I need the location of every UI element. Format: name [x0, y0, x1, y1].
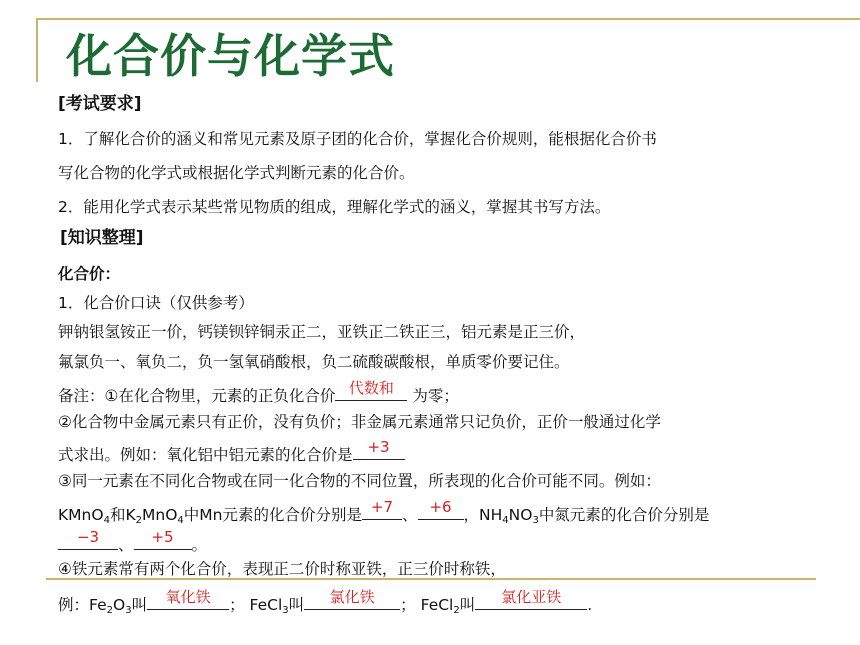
example-prefix: 例：	[58, 596, 90, 614]
note-2-blank	[353, 438, 405, 460]
fecl2-blank	[475, 588, 587, 610]
example-line	[58, 588, 593, 616]
note-1-suffix: 为零；	[407, 387, 459, 405]
period: 。	[191, 536, 208, 554]
note-3-line-2	[58, 498, 710, 526]
note-2-prefix: 式求出。例如：氧化铝中铝元素的化合价是	[58, 446, 353, 464]
slide-title: 化合价与化学式	[66, 29, 395, 83]
n-answer-2: +5	[151, 528, 174, 546]
kmno4-formula: KMnO$_4$	[58, 506, 110, 526]
exam-item-2: 2．能用化学式表示某些常见物质的组成，理解化学式的涵义，掌握其书写方法。	[58, 198, 611, 216]
exam-item-1-line-2: 写化合物的化学式或根据化学式判断元素的化合价。	[58, 164, 415, 182]
fe2o3-answer: 氧化铁	[165, 588, 211, 606]
semicolon: ；	[400, 596, 416, 614]
jiao-text: 叫	[131, 596, 148, 614]
bottom-divider-line	[46, 578, 816, 580]
note-2-line-2	[58, 438, 405, 465]
note-3-line-3	[58, 528, 208, 555]
note-1-answer: 代数和	[348, 379, 394, 397]
mn-blank-1	[362, 498, 402, 520]
nh4no3-formula: $NH_4NO_3$	[479, 506, 539, 526]
fecl3-answer: 氯化铁	[329, 588, 375, 606]
fecl3-formula: FeCl$_3$	[249, 596, 289, 616]
mn-answer-1: +7	[370, 498, 394, 516]
fe2o3-blank	[147, 588, 229, 610]
exam-item-1-line-1: 1．了解化合价的涵义和常见元素及原子团的化合价，掌握化合价规则，能根据化合价书	[58, 130, 657, 148]
mn-answer-2: +6	[429, 498, 452, 516]
mn-valence-text: 中Mn元素的化合价分别是	[183, 506, 362, 524]
rhyme-line-1: 钾钠银氢铵正一价，钙镁钡锌铜汞正二，亚铁正二铁正三，铝元素是正三价，	[58, 323, 586, 341]
semicolon: ；	[229, 596, 245, 614]
note-1	[58, 379, 459, 406]
note-2-answer: +3	[367, 438, 390, 456]
n-valence-text: 中氮元素的化合价分别是	[538, 506, 710, 524]
period: .	[587, 596, 593, 614]
rhyme-line-2: 氟氯负一、氧负二，负一氢氧硝酸根，负二硫酸碳酸根，单质零价要记住。	[58, 353, 570, 371]
fecl3-blank	[304, 588, 400, 610]
rhyme-title: 1．化合价口诀（仅供参考）	[58, 294, 254, 312]
mn-blank-2	[418, 498, 464, 520]
jiao-text: 叫	[288, 596, 305, 614]
knowledge-heading: [知识整理]	[60, 228, 144, 248]
n-answer-1: −3	[76, 528, 100, 546]
jiao-text: 叫	[459, 596, 476, 614]
note-1-blank	[335, 379, 407, 401]
fecl2-formula: FeCl$_2$	[420, 596, 460, 616]
comma: ，	[463, 506, 480, 524]
k2mno4-formula: $K_2MnO_4$	[125, 506, 184, 526]
n-blank-1	[58, 528, 118, 550]
title-accent-vertical-line	[36, 18, 38, 82]
and-text: 和	[109, 506, 126, 524]
note-1-prefix: 备注：①在化合物里，元素的正负化合价	[58, 387, 336, 405]
note-3-line-1: ③同一元素在不同化合物或在同一化合物的不同位置，所表现的化合价可能不同。例如：	[58, 472, 661, 490]
note-2-line-1: ②化合物中金属元素只有正价，没有负价；非金属元素通常只记负价，正价一般通过化学	[58, 413, 661, 431]
valence-label: 化合价：	[58, 265, 121, 283]
exam-requirements-heading: [考试要求]	[58, 94, 142, 114]
separator: 、	[118, 536, 134, 554]
fecl2-answer: 氯化亚铁	[501, 588, 562, 606]
separator: 、	[401, 506, 418, 524]
n-blank-2	[134, 528, 192, 550]
fe2o3-formula: $Fe_2O_3$	[89, 596, 132, 616]
note-4: ④铁元素常有两个化合价，表现正二价时称亚铁，正三价时称铁，	[58, 560, 506, 578]
